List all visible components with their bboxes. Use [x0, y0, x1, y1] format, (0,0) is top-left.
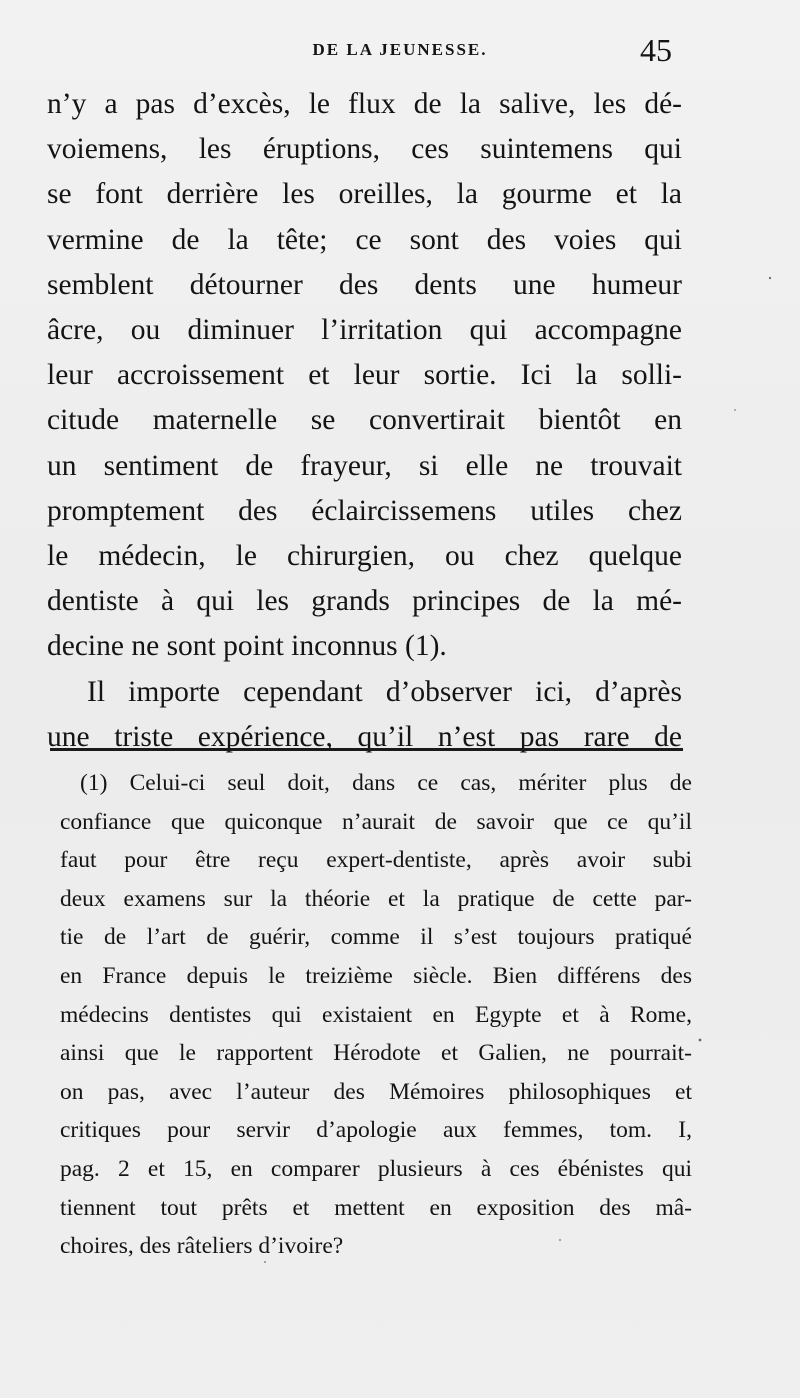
body-line: un sentiment de frayeur, si elle ne trouvait [47, 449, 682, 482]
body-line: âcre, ou diminuer l’irritation qui accompagne [47, 314, 682, 347]
body-line: n’y a pas d’excès, le flux de la salive, les dé- [47, 88, 682, 120]
footnote-line: en France depuis le treizième siècle. Bien différens des [60, 962, 692, 989]
footnote-line: deux examens sur la théorie et la pratique de cette par- [60, 885, 692, 912]
footnote-line: tie de l’art de guérir, comme il s’est toujours pratiqué [60, 924, 692, 951]
body-line: semblent détourner des dents une humeur [47, 268, 682, 301]
footnote-separator-rule [50, 748, 683, 751]
footnote-line: on pas, avec l’auteur des Mémoires philosophiques et [60, 1078, 692, 1105]
body-line: leur accroissement et leur sortie. Ici la solli- [47, 359, 682, 392]
body-line: citude maternelle se convertirait bientôt en [47, 404, 682, 437]
footnote-line: choires, des râteliers d’ivoire? [60, 1233, 344, 1260]
body-line: voiemens, les éruptions, ces suintemens qui [47, 133, 682, 166]
body-line: dentiste à qui les grands principes de la mé- [47, 585, 682, 618]
footnote-line: médecins dentistes qui existaient en Egypte et à Rome, [60, 1001, 692, 1028]
body-line: se font derrière les oreilles, la gourme et la [47, 178, 682, 211]
footnote-line: ainsi que le rapportent Hérodote et Galien, ne pourrait- [60, 1040, 692, 1067]
body-line: decine ne sont point inconnus (1). [47, 630, 447, 663]
footnote [60, 764, 692, 1266]
running-title: DE LA JEUNESSE. [312, 40, 488, 59]
footnote-line: pag. 2 et 15, en comparer plusieurs à ces ébénistes qui [60, 1155, 692, 1182]
footnote-line: faut pour être reçu expert-dentiste, après avoir subi [60, 847, 692, 874]
body-line: promptement des éclaircissemens utiles chez [47, 494, 682, 527]
body-line: une triste expérience, qu’il n’est pas rare de [47, 720, 682, 753]
body-text [47, 82, 682, 760]
body-line: le médecin, le chirurgien, ou chez quelque [47, 540, 682, 573]
page-number: 45 [640, 32, 672, 68]
footnote-line: confiance que quiconque n’aurait de savoir que ce qu’il [60, 808, 692, 835]
footnote-line: (1) Celui-ci seul doit, dans ce cas, mériter plus de [80, 770, 692, 796]
body-line: vermine de la tête; ce sont des voies qui [47, 223, 682, 256]
footnote-line: critiques pour servir d’apologie aux femmes, tom. I, [60, 1117, 692, 1144]
body-line: Il importe cependant d’observer ici, d’après [87, 675, 682, 708]
footnote-line: tiennent tout prêts et mettent en exposition des mâ- [60, 1194, 692, 1221]
